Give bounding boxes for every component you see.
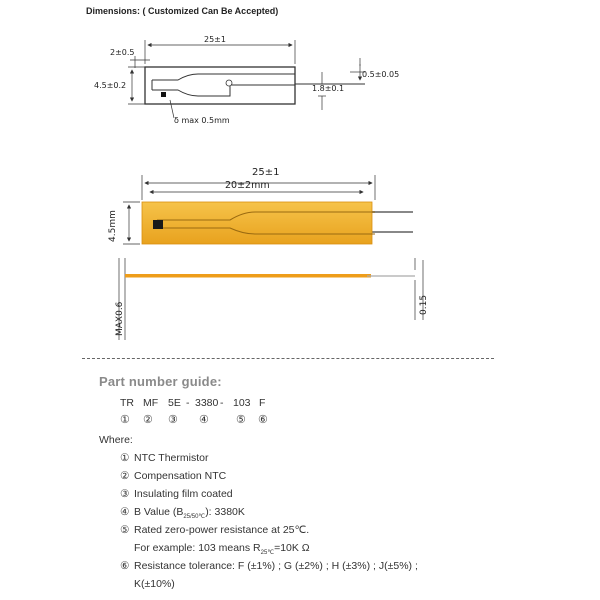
code-3380: 3380 [195,397,219,409]
index-6: ⑥ [258,414,268,426]
part-guide-heading: Part number guide: [99,374,222,389]
sensor-photo-drawing [95,150,440,350]
photo-dim-4-5: 4.5mm [108,210,118,242]
code-tr: TR [120,397,134,409]
code-f: F [259,397,266,409]
legend-item-4: ④ B Value $(B_{25/50℃})$: 3380K [120,506,245,521]
photo-dim-20: 20±2mm [225,180,270,191]
legend-item-5: ⑤ Rated zero-power resistance at 25℃. [120,524,310,536]
legend-item-1: ① NTC Thermistor [120,452,209,464]
dim-0-5-label: 0.5±0.05 [362,70,400,79]
photo-dim-015: 0.15 [419,294,429,315]
code-5e: 5E [168,397,181,409]
dim-1-8-label: 1.8±0.1 [312,84,345,93]
legend-item-6: ⑥ Resistance tolerance: F (±1%) ; G (±2%) ; H (±3%) ; J(±5%) ; [120,560,418,572]
thickness-note: δ max 0.5mm [174,116,230,125]
side-view-film [125,274,371,278]
photo-dim-max: MAX0.6 [115,301,125,336]
top-dimension-drawing [90,28,420,133]
code-dash-1: - [186,397,190,409]
lead-trace-upper [152,74,295,80]
legend-item-3: ③ Insulating film coated [120,488,233,500]
legend-item-5-example: For example: 103 means $R_{25℃}=10K$ Ω [134,542,310,557]
dimensions-title: Dimensions: ( Customized Can Be Accepted) [86,6,279,16]
index-1: ① [120,414,130,426]
code-mf: MF [143,397,159,409]
photo-dim-25: 25±1 [252,167,280,178]
code-103: 103 [233,397,251,409]
chip-square [161,92,166,97]
index-2: ② [143,414,153,426]
ntc-chip [153,220,163,229]
index-3: ③ [168,414,178,426]
code-dash-2: - [220,397,224,409]
insulating-film [142,202,372,244]
dim-25-label: 25±1 [204,35,226,44]
dim-2-label: 2±0.5 [110,48,135,57]
index-5: ⑤ [236,414,246,426]
index-4: ④ [199,414,209,426]
legend-item-2: ② Compensation NTC [120,470,227,482]
legend-item-6-cont: K(±10%) [134,578,175,590]
where-label: Where: [99,434,133,446]
section-separator [82,358,494,359]
dim-4-5-label: 4.5±0.2 [94,81,127,90]
